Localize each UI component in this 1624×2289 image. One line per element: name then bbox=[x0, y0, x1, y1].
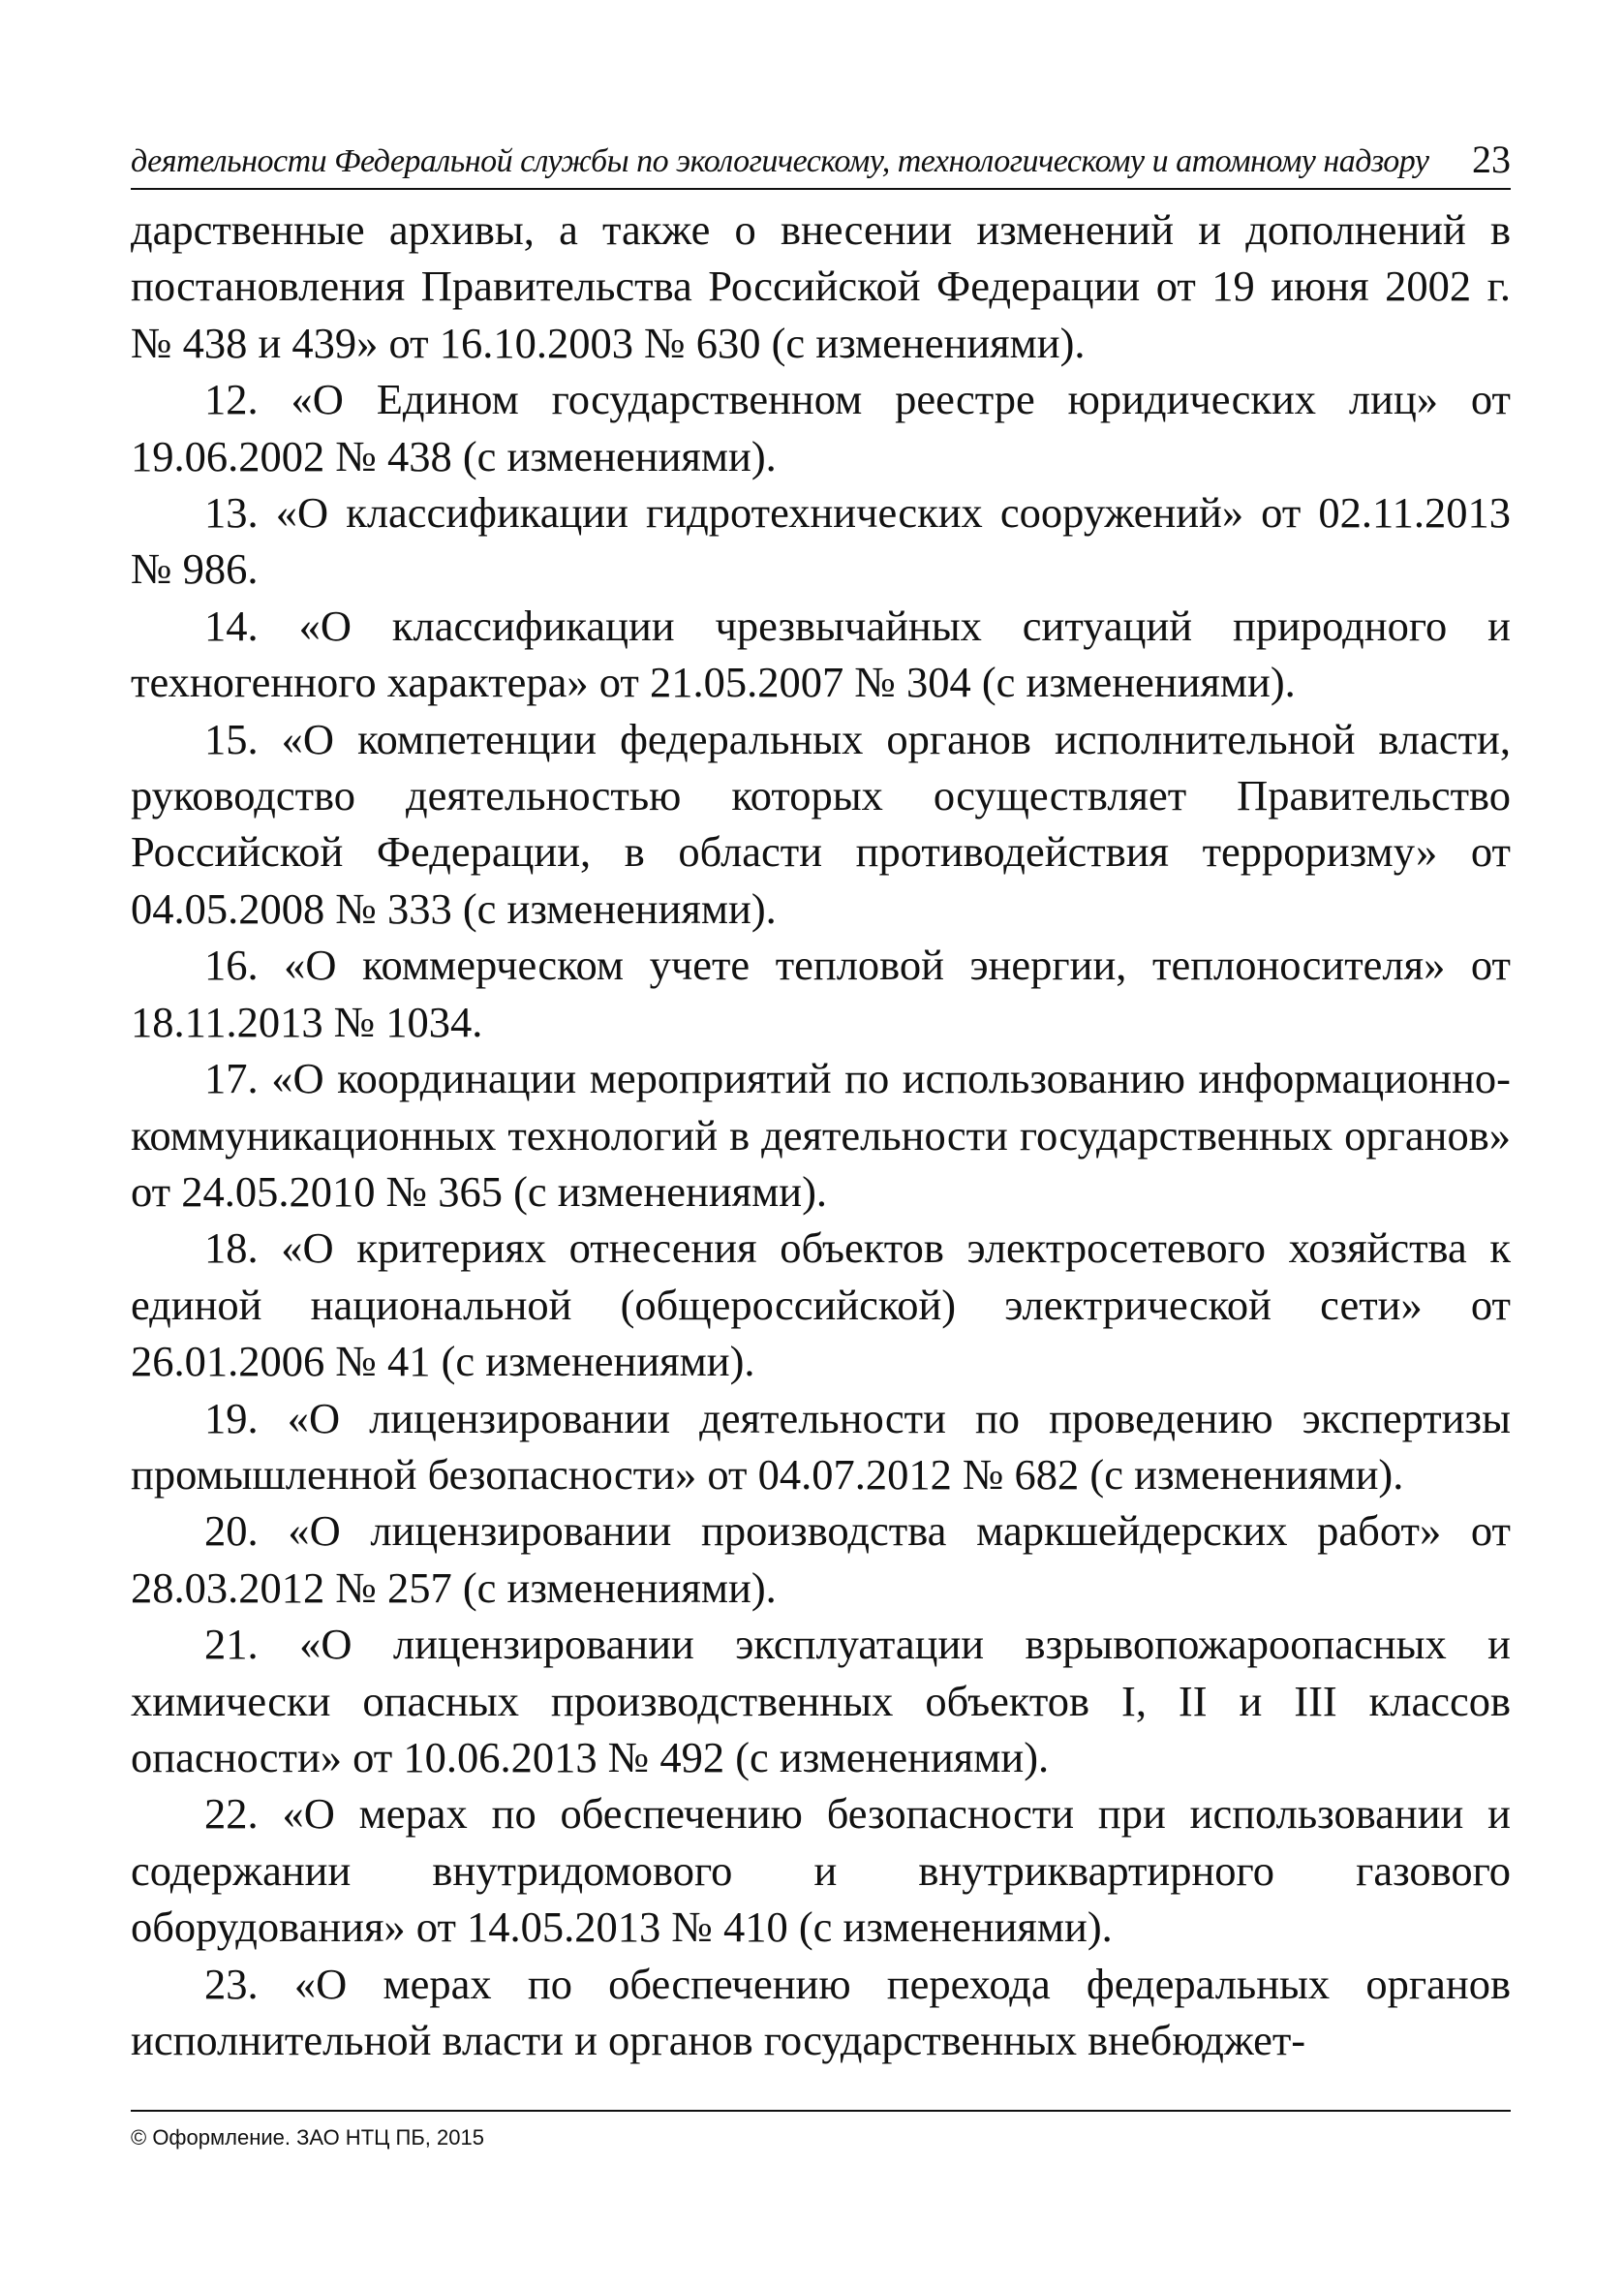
copyright-notice: © Оформление. ЗАО НТЦ ПБ, 2015 bbox=[131, 2125, 484, 2150]
page-footer bbox=[131, 2110, 1511, 2150]
list-item: 23. «О мерах по обеспечению перехода федеральных органов исполнительной власти и органов государственных внебюджет- bbox=[131, 1959, 1511, 2064]
list-item: 20. «О лицензировании производства маркшейдерских работ» от 28.03.2012 № 257 (с изменениями). bbox=[131, 1506, 1511, 1612]
list-item: 17. «О координации мероприятий по использованию информационно-коммуникационных технологий в деятельности государственных органов» от 24.05.2010 № 365 (с изменениями). bbox=[131, 1054, 1511, 1216]
list-item: 16. «О коммерческом учете тепловой энергии, теплоносителя» от 18.11.2013 № 1034. bbox=[131, 941, 1511, 1046]
list-item: 12. «О Едином государственном реестре юридических лиц» от 19.06.2002 № 438 (с изменениями). bbox=[131, 375, 1511, 480]
continuation-paragraph: дарственные архивы, а также о внесении изменений и дополнений в постановления Правительства Российской Федерации от 19 июня 2002 г. № 438 и 439» от 16.10.2003 № 630 (с изменениями). bbox=[131, 205, 1511, 367]
page bbox=[131, 116, 1511, 2068]
list-item: 18. «О критериях отнесения объектов электросетевого хозяйства к единой национальной (общероссийской) электрической сети» от 26.01.2006 № 41 (с изменениями). bbox=[131, 1223, 1511, 1386]
body-text bbox=[131, 201, 1511, 2068]
list-item: 21. «О лицензировании эксплуатации взрывопожароопасных и химически опасных производственных объектов I, II и III классов опасности» от 10.06.2013 № 492 (с изменениями). bbox=[131, 1620, 1511, 1781]
list-item: 22. «О мерах по обеспечению безопасности при использовании и содержании внутридомового и внутриквартирного газового оборудования» от 14.05.2013 № 410 (с изменениями). bbox=[131, 1789, 1511, 1952]
list-item: 15. «О компетенции федеральных органов исполнительной власти, руководство деятельностью которых осуществляет Правительство Российской Федерации, в области противодействия терроризму» от 04.05.2008 № 333 (с изменениями). bbox=[131, 714, 1511, 933]
list-item: 19. «О лицензировании деятельности по проведению экспертизы промышленной безопасности» от 04.07.2012 № 682 (с изменениями). bbox=[131, 1393, 1511, 1499]
running-header bbox=[131, 116, 1511, 190]
running-title: деятельности Федеральной службы по экологическому, технологическому и атомному надзору bbox=[131, 143, 1429, 179]
list-item: 14. «О классификации чрезвычайных ситуаций природного и техногенного характера» от 21.05.2007 № 304 (с изменениями). bbox=[131, 601, 1511, 707]
page-number: 23 bbox=[1472, 138, 1511, 181]
list-item: 13. «О классификации гидротехнических сооружений» от 02.11.2013 № 986. bbox=[131, 488, 1511, 594]
